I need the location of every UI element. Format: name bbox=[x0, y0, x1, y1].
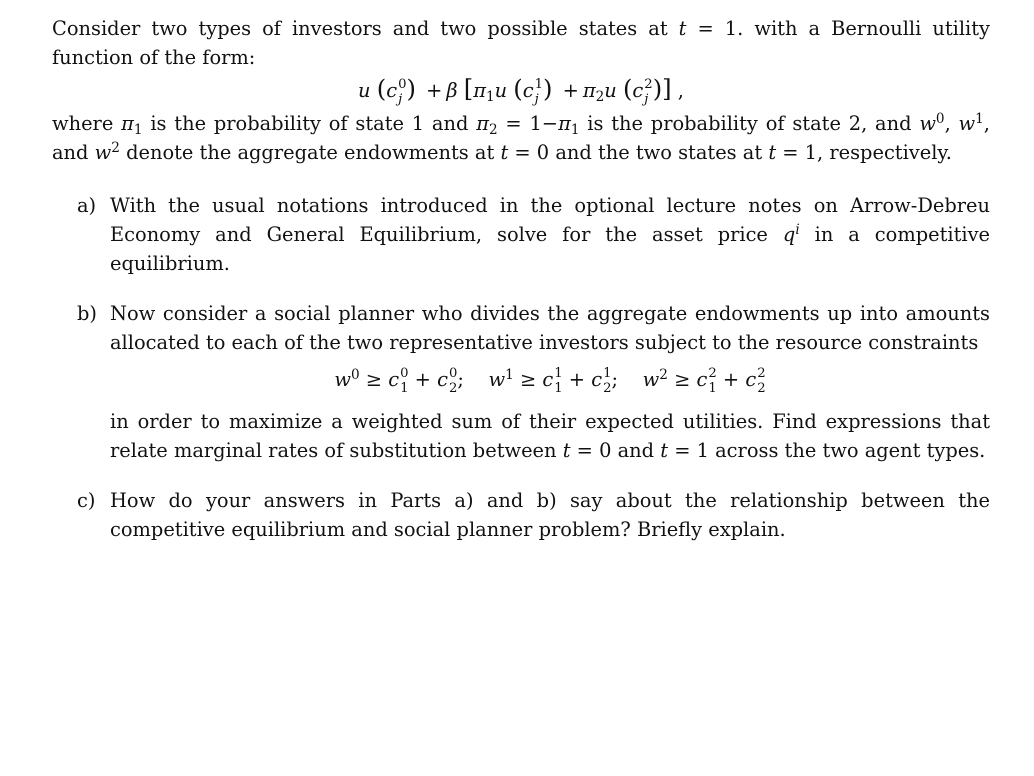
intro-paragraph bbox=[52, 14, 990, 72]
pi1-math: $\pi_1$ bbox=[121, 112, 143, 138]
question-b-text-2 bbox=[110, 407, 990, 465]
t-equals-1-math-3: t = 1 bbox=[660, 439, 709, 462]
question-list bbox=[52, 191, 990, 544]
t-equals-1-math: t = 1. bbox=[678, 17, 744, 40]
asset-price-math: $q^i$ bbox=[782, 221, 800, 246]
w2-math: $w^2$ bbox=[94, 139, 120, 164]
question-b-text-4: across the two agent types. bbox=[715, 439, 986, 462]
where-paragraph bbox=[52, 109, 990, 167]
question-a bbox=[52, 191, 990, 278]
where-text-7: , respectively. bbox=[817, 141, 952, 164]
pi2-math: $\pi_2 = 1-\pi_1$ bbox=[476, 112, 580, 138]
w1-math: $w^1$, bbox=[958, 110, 990, 135]
question-c-text: How do your answers in Parts a) and b) say about the relationship between the competitive equilibrium and social planner problem? Briefly explain. bbox=[110, 489, 990, 541]
t-equals-0-math-2: t = 0 bbox=[562, 439, 612, 462]
where-text-6: and the two states at bbox=[555, 141, 763, 164]
question-a-label: a) bbox=[77, 194, 97, 217]
question-b bbox=[52, 299, 990, 465]
question-b-text-1: Now consider a social planner who divides the aggregate endowments up into amounts allocated to each of the two representative investors subject to the resource constraints bbox=[110, 302, 990, 354]
where-text-4: and bbox=[52, 141, 89, 164]
utility-formula: u (c 0 j ) + β [$\pi_1u$ (c 1 j ) + $\pi_2u$ (c 2 j )] , bbox=[358, 74, 684, 107]
where-word: where bbox=[52, 112, 114, 135]
t-equals-0-math: t = 0 bbox=[500, 141, 550, 164]
t-equals-1-math-2: t = 1 bbox=[768, 141, 818, 164]
problem-page bbox=[52, 14, 990, 565]
where-text-3: is the probability of state 2, and bbox=[587, 112, 912, 135]
question-c-label: c) bbox=[77, 489, 96, 512]
question-a-text bbox=[110, 191, 990, 278]
where-text-5: denote the aggregate endowments at bbox=[126, 141, 495, 164]
resource-constraints: $w^0 \ge c$ 0 1 + c 0 2 ; $w^1 \ge c$ 1 1 + c 1 2 ; $w^2 \ge c$ 2 1 + c 2 2 bbox=[334, 366, 766, 396]
w0-math: $w^0$, bbox=[919, 110, 951, 135]
question-b-text-3: and bbox=[617, 439, 655, 462]
intro-text-1: Consider two types of investors and two possible states at bbox=[52, 17, 668, 40]
intro-text-2: with a Bernoulli utility function of the form: bbox=[52, 17, 991, 69]
where-text-2: is the probability of state 1 and bbox=[150, 112, 469, 135]
question-a-text-2: in a competitive equilibrium. bbox=[110, 223, 991, 275]
question-b-label: b) bbox=[77, 302, 97, 325]
question-c bbox=[52, 486, 990, 544]
question-b-text-2a: in order to maximize a weighted sum of their expected utilities. Find expressions that relate marginal rates of substitution between bbox=[110, 410, 990, 462]
question-a-text-1: With the usual notations introduced in the optional lecture notes on Arrow-Debreu Economy and General Equilibrium, solve for the asset price bbox=[110, 194, 990, 246]
